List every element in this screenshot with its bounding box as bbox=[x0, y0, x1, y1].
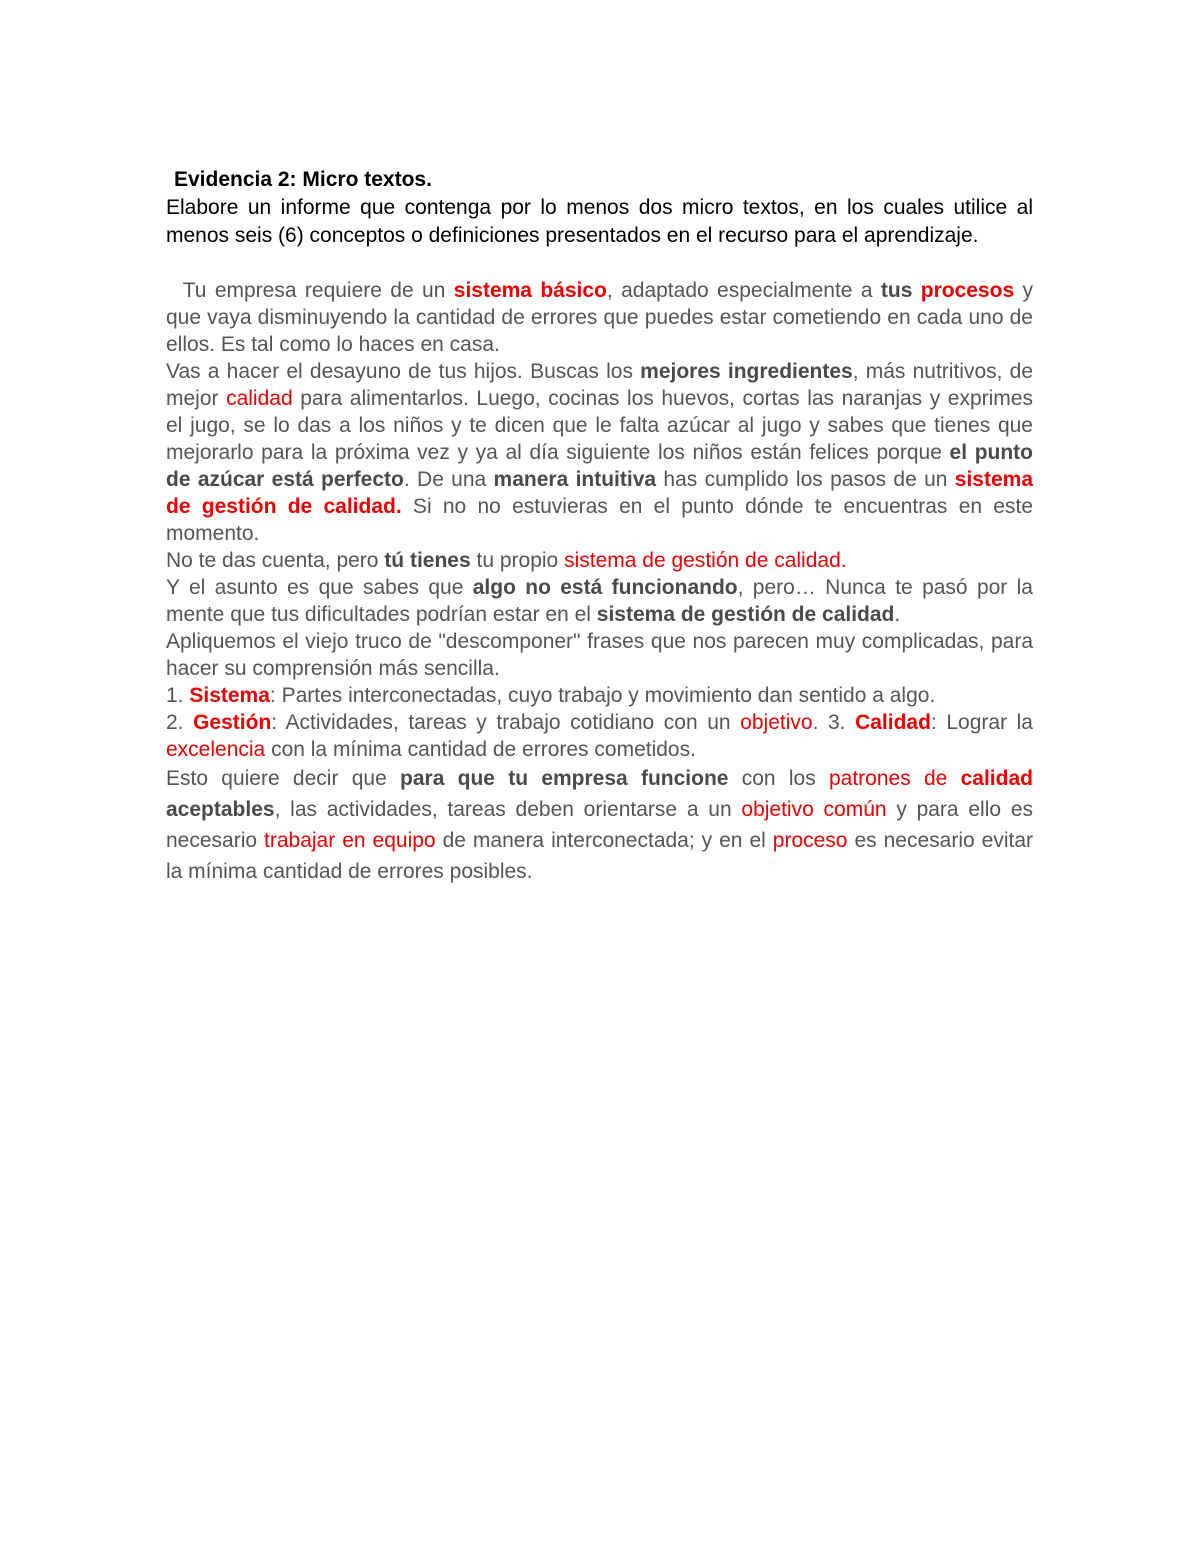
paragraph-1 bbox=[166, 277, 1033, 358]
paragraph-2 bbox=[166, 358, 1033, 547]
highlight-sistema-gestion-calidad: sistema de gestión de calidad bbox=[596, 603, 895, 626]
highlight-manera-intuitiva: manera intuitiva bbox=[493, 468, 657, 491]
highlight-algo-no-funciona: algo no está funcionando bbox=[472, 576, 738, 599]
micro-text-body bbox=[166, 277, 1033, 887]
paragraph-6 bbox=[166, 682, 1033, 709]
text-run: . De una bbox=[403, 468, 494, 491]
text-run: , adaptado especialmente a bbox=[606, 279, 881, 302]
paragraph-7 bbox=[166, 709, 1033, 763]
text-run: , las actividades, tareas deben orientarse a un bbox=[274, 798, 742, 821]
paragraph-5 bbox=[166, 628, 1033, 682]
text-run bbox=[947, 767, 960, 790]
text-run: Tu empresa requiere de un bbox=[182, 279, 454, 302]
highlight-proceso: proceso bbox=[772, 829, 848, 852]
highlight-punto-azucar: el punto de azúcar está perfecto bbox=[166, 441, 1033, 491]
highlight-calidad: Calidad bbox=[855, 711, 931, 734]
text-run: . bbox=[894, 603, 901, 626]
highlight-empresa-funcione: para que tu empresa funcione bbox=[400, 767, 729, 790]
document-page bbox=[166, 166, 1033, 887]
document-title: Evidencia 2: Micro textos. bbox=[174, 168, 432, 191]
text-run: No te das cuenta, pero bbox=[166, 549, 385, 572]
highlight-tus: tus bbox=[880, 279, 913, 302]
paragraph-8 bbox=[166, 763, 1033, 887]
highlight-objetivo: objetivo bbox=[740, 711, 813, 734]
spacer bbox=[166, 250, 1033, 277]
text-run: Vas a hacer el desayuno de tus hijos. Buscas los bbox=[166, 360, 641, 383]
text-run: . 3. bbox=[812, 711, 856, 734]
text-run: : Partes interconectadas, cuyo trabajo y movimiento dan sentido a algo. bbox=[269, 684, 936, 707]
highlight-trabajar-en-equipo: trabajar en equipo bbox=[264, 829, 436, 852]
paragraph-4 bbox=[166, 574, 1033, 628]
text-run: 1. bbox=[166, 684, 190, 707]
text-run: Apliquemos el viejo truco de "descomponer" frases que nos parecen muy complicadas, para hacer su comprensión más sencilla. bbox=[166, 630, 1033, 680]
text-run: con los bbox=[728, 767, 829, 790]
highlight-gestion: Gestión bbox=[193, 711, 272, 734]
text-run: tu propio bbox=[470, 549, 565, 572]
text-run: es necesario evitar la mínima cantidad de errores posibles. bbox=[166, 829, 1034, 883]
highlight-sistema: Sistema bbox=[189, 684, 270, 707]
highlight-excelencia: excelencia bbox=[166, 738, 266, 761]
text-run: : Lograr la bbox=[930, 711, 1033, 734]
paragraph-3 bbox=[166, 547, 1033, 574]
highlight-tu-tienes: tú tienes bbox=[384, 549, 471, 572]
highlight-sistema-basico: sistema básico bbox=[453, 279, 607, 302]
instructions-paragraph: Elabore un informe que contenga por lo menos dos micro textos, en los cuales utilice al menos seis (6) conceptos o definiciones presentados en el recurso para el aprendizaje. bbox=[166, 196, 1033, 247]
text-run: has cumplido los pasos de un bbox=[656, 468, 955, 491]
text-run: : Actividades, tareas y trabajo cotidiano con un bbox=[271, 711, 741, 734]
highlight-objetivo-comun: objetivo común bbox=[741, 798, 887, 821]
highlight-calidad: calidad bbox=[960, 767, 1033, 790]
text-run: 2. bbox=[166, 711, 194, 734]
text-run: y para ello es necesario bbox=[166, 798, 1033, 852]
text-run: de manera interconectada; y en el bbox=[435, 829, 773, 852]
highlight-aceptables: aceptables bbox=[166, 798, 275, 821]
text-run: Si no no estuvieras en el punto dónde te encuentras en este momento. bbox=[166, 495, 1034, 545]
highlight-procesos: procesos bbox=[920, 279, 1015, 302]
highlight-sistema-gestion-calidad: sistema de gestión de calidad. bbox=[564, 549, 847, 572]
text-run: para alimentarlos. Luego, cocinas los huevos, cortas las naranjas y exprimes el jugo, se lo das a los niños y te dicen que le falta azúcar al jugo y sabes que tienes que mejorarlo para la próxima vez y ya al día siguiente los niños están felices porque bbox=[166, 387, 1033, 464]
highlight-sistema-gestion-calidad: sistema de gestión de calidad. bbox=[166, 468, 1033, 518]
text-run: Y el asunto es que sabes que bbox=[166, 576, 473, 599]
text-run: Esto quiere decir que bbox=[166, 767, 401, 790]
highlight-calidad: calidad bbox=[226, 387, 293, 410]
text-run: con la mínima cantidad de errores cometidos. bbox=[265, 738, 696, 761]
text-run: , más nutritivos, de mejor bbox=[166, 360, 1033, 410]
text-run: y que vaya disminuyendo la cantidad de errores que puedes estar cometiendo en cada uno de ellos. Es tal como lo haces en casa. bbox=[166, 279, 1033, 356]
highlight-mejores-ingredientes: mejores ingredientes bbox=[640, 360, 853, 383]
highlight-patrones-de: patrones de bbox=[828, 767, 948, 790]
text-run: , pero… Nunca te pasó por la mente que tus dificultades podrían estar en el bbox=[166, 576, 1033, 626]
